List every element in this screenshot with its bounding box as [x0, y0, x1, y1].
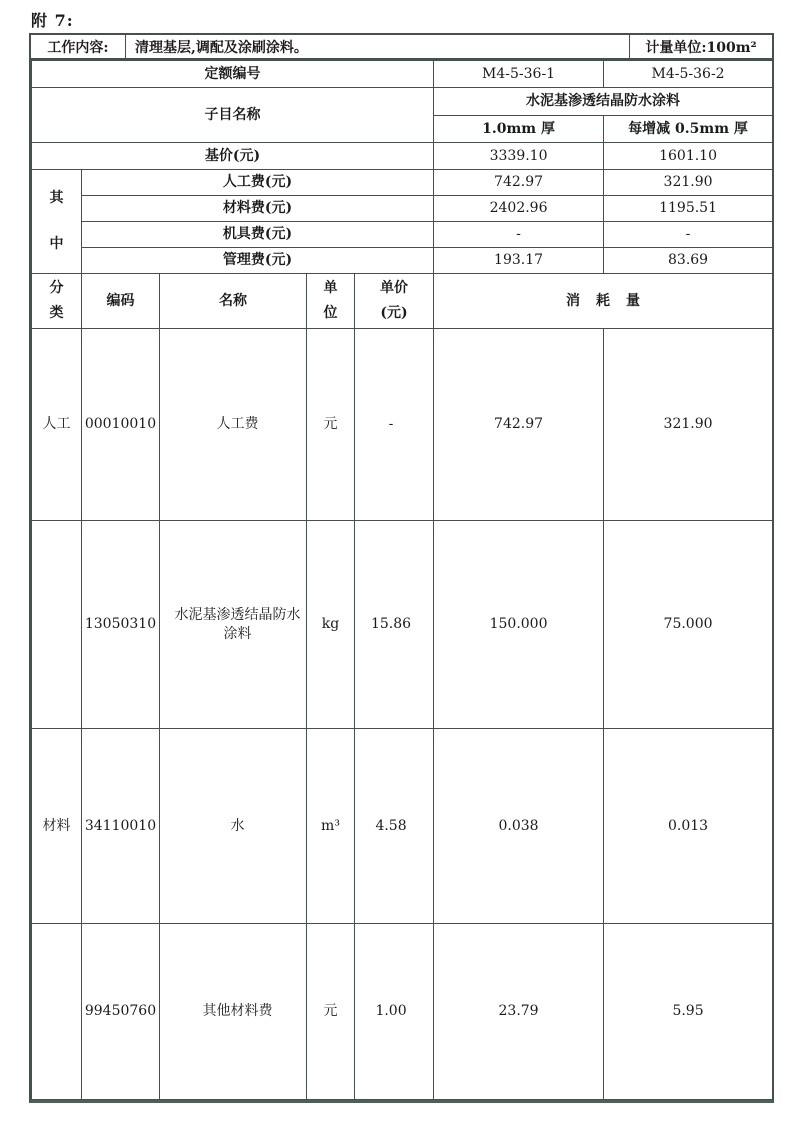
base-price-col2: 1601.10: [604, 143, 773, 170]
machine-cost-col2: -: [604, 222, 773, 248]
col-header-unit: [307, 274, 355, 329]
quota-body-table: [31, 60, 773, 1100]
table-row-labor: [32, 329, 773, 521]
quota-code-col1: M4-5-36-1: [434, 61, 604, 88]
cell-name: 水: [160, 729, 307, 924]
cell-consumption-1: 0.038: [434, 729, 604, 924]
cell-category: 材料: [32, 729, 82, 924]
work-content-label: 工作内容:: [31, 35, 126, 58]
cell-name: 其他材料费: [160, 924, 307, 1100]
quota-code-label: 定额编号: [32, 61, 434, 88]
cell-unit: kg: [307, 521, 355, 729]
cell-consumption-2: 321.90: [604, 329, 773, 521]
cell-category: [32, 924, 82, 1100]
cell-code: 13050310: [82, 521, 160, 729]
measure-unit-label: 计量单位:100m²: [645, 39, 757, 56]
col-header-category-line2: 类: [49, 305, 64, 321]
quota-table: [29, 33, 774, 1103]
table-row-water: [32, 729, 773, 924]
col-header-name: 名称: [160, 274, 307, 329]
item-group-name: 水泥基渗透结晶防水涂料: [434, 88, 773, 116]
cell-consumption-1: 23.79: [434, 924, 604, 1100]
base-price-col1: 3339.10: [434, 143, 604, 170]
col-header-price-line1: 单价: [380, 280, 409, 296]
labor-cost-label: 人工费(元): [82, 170, 434, 196]
breakdown-row-labor: [32, 170, 773, 196]
item-name-row-group: [32, 88, 773, 116]
cell-price: 15.86: [355, 521, 434, 729]
base-price-label: 基价(元): [32, 143, 434, 170]
cell-consumption-1: 150.000: [434, 521, 604, 729]
col-header-code: 编码: [82, 274, 160, 329]
cell-consumption-1: 742.97: [434, 329, 604, 521]
cell-unit: 元: [307, 924, 355, 1100]
cell-price: 4.58: [355, 729, 434, 924]
base-price-row: [32, 143, 773, 170]
consumption-header-row: [32, 274, 773, 329]
cell-code: 34110010: [82, 729, 160, 924]
col-header-category: [32, 274, 82, 329]
cell-consumption-2: 0.013: [604, 729, 773, 924]
quota-code-col2: M4-5-36-2: [604, 61, 773, 88]
col-header-price-line2: (元): [380, 305, 408, 321]
breakdown-row-machine: [32, 222, 773, 248]
labor-cost-col1: 742.97: [434, 170, 604, 196]
col-header-price: [355, 274, 434, 329]
table-row-other-material: [32, 924, 773, 1100]
management-cost-col2: 83.69: [604, 248, 773, 274]
cell-code: 99450760: [82, 924, 160, 1100]
cell-unit: 元: [307, 329, 355, 521]
cell-consumption-2: 5.95: [604, 924, 773, 1100]
material-cost-col1: 2402.96: [434, 196, 604, 222]
material-cost-label: 材料费(元): [82, 196, 434, 222]
management-cost-label: 管理费(元): [82, 248, 434, 274]
cell-price: 1.00: [355, 924, 434, 1100]
col-header-consumption: 消耗量: [434, 274, 773, 329]
cell-price: -: [355, 329, 434, 521]
cell-category: 人工: [32, 329, 82, 521]
item-variant-1: 1.0mm 厚: [434, 116, 604, 143]
breakdown-row-management: [32, 248, 773, 274]
machine-cost-col1: -: [434, 222, 604, 248]
quota-code-row: [32, 61, 773, 88]
col-header-unit-line1: 单: [323, 280, 338, 296]
appendix-label: 附 7:: [31, 11, 74, 30]
cell-name: 水泥基渗透结晶防水涂料: [160, 521, 307, 729]
breakdown-char-1: 其: [49, 190, 64, 207]
cell-unit: m³: [307, 729, 355, 924]
cell-name: 人工费: [160, 329, 307, 521]
work-content-row: [31, 35, 772, 60]
machine-cost-label: 机具费(元): [82, 222, 434, 248]
cell-category: [32, 521, 82, 729]
breakdown-row-material: [32, 196, 773, 222]
breakdown-char-2: 中: [49, 236, 64, 252]
item-name-label: 子目名称: [32, 88, 434, 143]
table-row-coating: [32, 521, 773, 729]
item-variant-2: 每增减 0.5mm 厚: [604, 116, 773, 143]
breakdown-group-label: [32, 170, 82, 274]
material-cost-col2: 1195.51: [604, 196, 773, 222]
management-cost-col1: 193.17: [434, 248, 604, 274]
col-header-category-line1: 分: [49, 280, 64, 296]
labor-cost-col2: 321.90: [604, 170, 773, 196]
work-content-text: 清理基层,调配及涂刷涂料。: [126, 35, 630, 58]
cell-consumption-2: 75.000: [604, 521, 773, 729]
col-header-unit-line2: 位: [323, 305, 338, 321]
cell-code: 00010010: [82, 329, 160, 521]
